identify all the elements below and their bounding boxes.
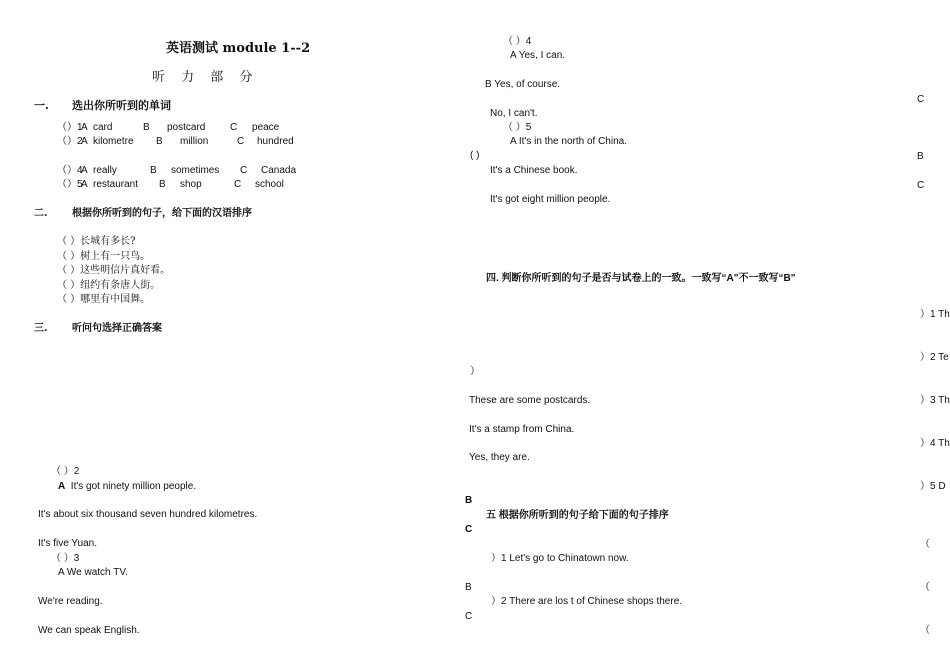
- right-item-3: ）3 Th: [920, 395, 950, 406]
- s3-q4-number: （ ）4: [503, 36, 532, 47]
- s3-q4-option-c: No, I can't.: [490, 108, 538, 119]
- option-letter: B: [150, 165, 157, 176]
- s3-q3-option-c: We can speak English.: [38, 625, 140, 636]
- s2-item-4: （ ）纽约有条唐人街。: [57, 280, 161, 291]
- right-paren-1: （: [920, 539, 930, 550]
- section-3-number: 三.: [34, 323, 48, 334]
- option-word: hundred: [257, 136, 294, 147]
- section-2-number: 二.: [34, 208, 48, 219]
- option-letter: A: [58, 481, 66, 492]
- s5-item-2: ）2 There are los t of Chinese shops there.: [491, 596, 683, 607]
- right-item-4: ）4 Th: [920, 438, 950, 449]
- page-subtitle: 听 力 部 分: [152, 70, 259, 85]
- s2-item-1: （ ）长城有多长?: [57, 236, 136, 247]
- s3-q4-option-b: B Yes, of course.: [485, 79, 561, 90]
- option-letter: C: [237, 136, 245, 147]
- option-word: postcard: [167, 122, 206, 133]
- question-number: ）5: [67, 179, 83, 190]
- section-2-heading: 根据你所听到的句子，给下面的汉语排序: [72, 208, 252, 219]
- option-word: peace: [252, 122, 280, 133]
- option-letter: B: [156, 136, 163, 147]
- paren: （: [57, 122, 67, 133]
- right-letter-c-2: C: [917, 180, 925, 191]
- option-letter-c-2: C: [465, 611, 473, 622]
- right-letter-b: B: [917, 151, 924, 162]
- right-letter-c: C: [917, 94, 925, 105]
- s4-line-3: Yes, they are.: [469, 452, 530, 463]
- s3-q3-number: （ ）3: [51, 553, 80, 564]
- right-item-2: ）2 Te: [920, 352, 949, 363]
- s1-row-4: [57, 166, 296, 176]
- question-number: ）1: [67, 122, 83, 133]
- s3-q3-option-a: A We watch TV.: [58, 567, 128, 578]
- s4-line-1: These are some postcards.: [469, 395, 591, 406]
- section-4-heading: 四. 判断你所听到的句子是否与试卷上的一致。一致写“A"不一致写“B": [486, 273, 796, 284]
- s3-q2-option-b: It's about six thousand seven hundred kilometres.: [38, 509, 258, 520]
- paren: （: [57, 165, 67, 176]
- s5-item-1: ）1 Let's go to Chinatown now.: [491, 553, 629, 564]
- option-letter: A: [81, 165, 88, 176]
- right-item-5: ）5 D: [920, 481, 946, 492]
- right-paren-3: （: [920, 625, 930, 636]
- answer-paren-close: ）: [470, 366, 480, 377]
- s3-q2-number: （ ）2: [51, 466, 80, 477]
- option-word: restaurant: [93, 179, 139, 190]
- option-letter: A: [81, 136, 88, 147]
- answer-paren: ( ): [470, 150, 480, 161]
- option-letter-c: C: [465, 524, 473, 535]
- option-word: school: [255, 179, 284, 190]
- option-letter: B: [143, 122, 150, 133]
- right-paren-2: （: [920, 582, 930, 593]
- s3-q5-option-b: It's a Chinese book.: [490, 165, 578, 176]
- option-letter: C: [240, 165, 248, 176]
- question-number: ）2: [67, 136, 83, 147]
- s4-line-2: It's a stamp from China.: [469, 424, 575, 435]
- paren: （: [57, 179, 67, 190]
- option-word: shop: [180, 179, 202, 190]
- question-number: ）4: [67, 165, 83, 176]
- option-letter: A: [81, 179, 88, 190]
- option-word: sometimes: [171, 165, 220, 176]
- s2-item-2: （ ）树上有一只鸟。: [57, 251, 151, 262]
- option-letter-b: B: [465, 495, 473, 506]
- s1-row-5: [57, 180, 284, 190]
- option-word: card: [93, 122, 113, 133]
- s3-q5-number: （ ）5: [503, 122, 532, 133]
- section-1-heading: 选出你所听到的单词: [72, 99, 171, 112]
- right-item-1: ）1 Th: [920, 309, 950, 320]
- s2-item-3: （ ）这些明信片真好看。: [57, 265, 171, 276]
- page-title: 英语测试 module 1--2: [166, 41, 311, 56]
- s3-q3-option-b: We're reading.: [38, 596, 103, 607]
- s3-q2-option-a: [58, 482, 196, 492]
- paren: （: [57, 136, 67, 147]
- section-5-heading: 五 根据你所听到的句子给下面的句子排序: [486, 510, 669, 521]
- option-word: Canada: [261, 165, 297, 176]
- option-word: really: [93, 165, 117, 176]
- s3-q5-option-c: It's got eight million people.: [490, 194, 611, 205]
- option-text: It's got ninety million people.: [70, 481, 197, 492]
- s1-row-1: [57, 123, 279, 133]
- s3-q5-option-a: A It's in the north of China.: [510, 136, 627, 147]
- s3-q2-option-c: It's five Yuan.: [38, 538, 97, 549]
- option-letter-b-2: B: [465, 582, 472, 593]
- section-3-heading: 听问句选择正确答案: [72, 323, 162, 334]
- s3-q4-option-a: A Yes, I can.: [510, 50, 566, 61]
- s2-item-5: （ ）哪里有中国舞。: [57, 294, 151, 305]
- option-letter: B: [159, 179, 166, 190]
- option-word: million: [180, 136, 209, 147]
- option-letter: C: [230, 122, 238, 133]
- option-word: kilometre: [93, 136, 134, 147]
- section-1-number: 一.: [34, 99, 49, 112]
- s1-row-2: [57, 137, 294, 147]
- option-letter: C: [234, 179, 242, 190]
- option-letter: A: [81, 122, 88, 133]
